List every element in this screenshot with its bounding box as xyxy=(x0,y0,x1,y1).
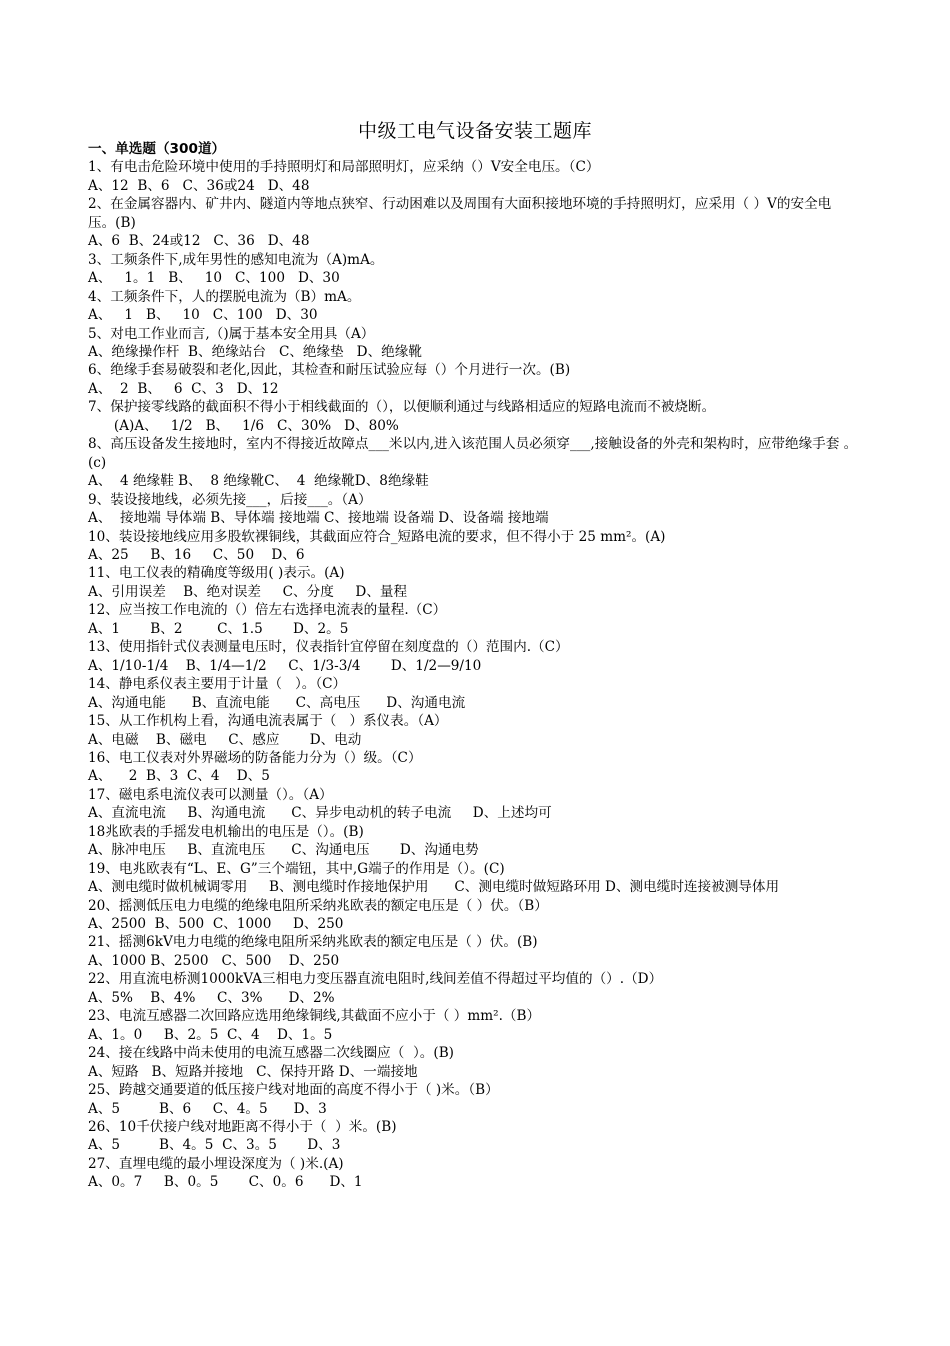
answer-options: A、电磁 B、磁电 C、感应 D、电动 xyxy=(88,731,362,748)
answer-options: A、测电缆时做机械调零用 B、测电缆时作接地保护用 C、测电缆时做短路环用 D、测电缆时连接被测导体用 xyxy=(88,879,780,896)
answer-options: A、5 B、6 C、4。5 D、3 xyxy=(88,1100,327,1117)
answer-options: A、6 B、24或12 C、36 D、48 xyxy=(88,233,310,250)
answer-options: A、绝缘操作杆 B、绝缘站台 C、绝缘垫 D、绝缘靴 xyxy=(88,343,422,360)
question-list xyxy=(88,140,858,1192)
question-text: 13、使用指针式仪表测量电压时，仪表指针宜停留在刻度盘的（）范围内.（C） xyxy=(88,639,569,656)
question-text: 16、电工仪表对外界磁场的防备能力分为（）级。（C） xyxy=(88,749,422,766)
answer-options: A、5 B、4。5 C、3。5 D、3 xyxy=(88,1137,341,1154)
question-text: 23、电流互感器二次回路应选用绝缘铜线,其截面不应小于（ ）mm².（B） xyxy=(88,1008,541,1025)
answer-options: A、1000 B、2500 C、500 D、250 xyxy=(88,952,340,969)
question-text: 8、高压设备发生接地时，室内不得接近故障点___米以内,进入该范围人员必须穿___,接触设备的外壳和架构时，应带绝缘手套 。(c) xyxy=(88,436,858,471)
question-text: 17、磁电系电流仪表可以测量（）。（A） xyxy=(88,786,333,803)
answer-options: A、5% B、4% C、3% D、2% xyxy=(88,989,335,1006)
answer-options: A、 接地端 导体端 B、导体端 接地端 C、接地端 设备端 D、设备端 接地端 xyxy=(88,510,549,527)
question-text: 7、保护接零线路的截面积不得小于相线截面的（），以便顺利通过与线路相适应的短路电流而不被烧断。 xyxy=(88,399,716,416)
question-text: 25、跨越交通要道的低压接户线对地面的高度不得小于（ )米。（B） xyxy=(88,1082,499,1099)
question-text: 1、有电击危险环境中使用的手持照明灯和局部照明灯，应采纳（）V安全电压。（C） xyxy=(88,159,600,176)
question-text: 20、摇测低压电力电缆的绝缘电阻所采纳兆欧表的额定电压是（ ）伏。（B） xyxy=(88,897,548,914)
section-heading: 一、单选题（300道） xyxy=(88,141,226,157)
question-text: 21、摇测6kV电力电缆的绝缘电阻所采纳兆欧表的额定电压是（ ）伏。(B) xyxy=(88,934,538,951)
answer-options: A、 2 B、 6 C、3 D、12 xyxy=(88,380,279,397)
answer-options: A、直流电流 B、沟通电流 C、异步电动机的转子电流 D、上述均可 xyxy=(88,805,552,822)
question-text: 14、静电系仪表主要用于计量（ ）。（C） xyxy=(88,676,347,693)
answer-options: A、短路 B、短路并接地 C、保持开路 D、一端接地 xyxy=(88,1063,418,1080)
answer-options: A、沟通电能 B、直流电能 C、高电压 D、沟通电流 xyxy=(88,694,466,711)
answer-options: A、1 B、2 C、1.5 D、2。5 xyxy=(88,620,349,637)
answer-options: A、 2 B、3 C、4 D、5 xyxy=(88,768,270,785)
answer-options: (A)A、 1/2 B、 1/6 C、30% D、80% xyxy=(88,417,399,434)
document-title: 中级工电气设备安装工题库 xyxy=(357,120,592,142)
question-text: 11、电工仪表的精确度等级用( )表示。(A) xyxy=(88,565,345,582)
answer-options: A、 1 B、 10 C、100 D、30 xyxy=(88,307,318,324)
question-text: 2、在金属容器内、矿井内、隧道内等地点狭窄、行动困难以及周围有大面积接地环境的手持照明灯，应采用（ ）V的安全电压。(B) xyxy=(88,196,832,231)
question-text: 27、直埋电缆的最小埋设深度为（ )米.(A) xyxy=(88,1155,344,1172)
answer-options: A、12 B、6 C、36或24 D、48 xyxy=(88,177,310,194)
answer-options: A、脉冲电压 B、直流电压 C、沟通电压 D、沟通电势 xyxy=(88,842,479,859)
answer-options: A、0。7 B、0。5 C、0。6 D、1 xyxy=(88,1174,363,1191)
answer-options: A、1。0 B、2。5 C、4 D、1。5 xyxy=(88,1026,333,1043)
question-text: 26、10千伏接户线对地距离不得小于（ ）米。(B) xyxy=(88,1119,397,1136)
question-text: 19、电兆欧表有“L、E、G”三个端钮，其中,G端子的作用是（）。(C) xyxy=(88,860,505,877)
question-text: 5、对电工作业而言,（)属于基本安全用具（A） xyxy=(88,325,375,342)
question-text: 24、接在线路中尚未使用的电流互感器二次线圈应（ ）。(B) xyxy=(88,1045,454,1062)
question-text: 4、工频条件下，人的摆脱电流为（B）mA。 xyxy=(88,288,361,305)
question-text: 3、工频条件下,成年男性的感知电流为（A)mA。 xyxy=(88,251,384,268)
question-text: 12、应当按工作电流的（）倍左右选择电流表的量程.（C） xyxy=(88,602,447,619)
question-text: 9、装设接地线，必须先接___，后接___。（A） xyxy=(88,491,372,508)
question-lines xyxy=(88,158,858,1191)
question-text: 6、绝缘手套易破裂和老化,因此，其检查和耐压试验应每（）个月进行一次。(B) xyxy=(88,362,571,379)
answer-options: A、引用误差 B、绝对误差 C、分度 D、量程 xyxy=(88,583,408,600)
question-text: 18兆欧表的手摇发电机输出的电压是（）。(B) xyxy=(88,823,364,840)
answer-options: A、 1。1 B、 10 C、100 D、30 xyxy=(88,270,340,287)
question-text: 10、装设接地线应用多股软裸铜线，其截面应符合_短路电流的要求，但不得小于 25 mm²。(A) xyxy=(88,528,666,545)
answer-options: A、2500 B、500 C、1000 D、250 xyxy=(88,916,344,933)
question-text: 22、用直流电桥测1000kVA三相电力变压器直流电阻时,线间差值不得超过平均值的（）.（D） xyxy=(88,971,663,988)
answer-options: A、1/10-1/4 B、1/4—1/2 C、1/3-3/4 D、1/2—9/10 xyxy=(88,657,482,674)
answer-options: A、 4 绝缘鞋 B、 8 绝缘靴C、 4 绝缘靴D、8绝缘鞋 xyxy=(88,473,429,490)
question-text: 15、从工作机构上看，沟通电流表属于（ ）系仪表。（A） xyxy=(88,713,448,730)
answer-options: A、25 B、16 C、50 D、6 xyxy=(88,546,305,563)
